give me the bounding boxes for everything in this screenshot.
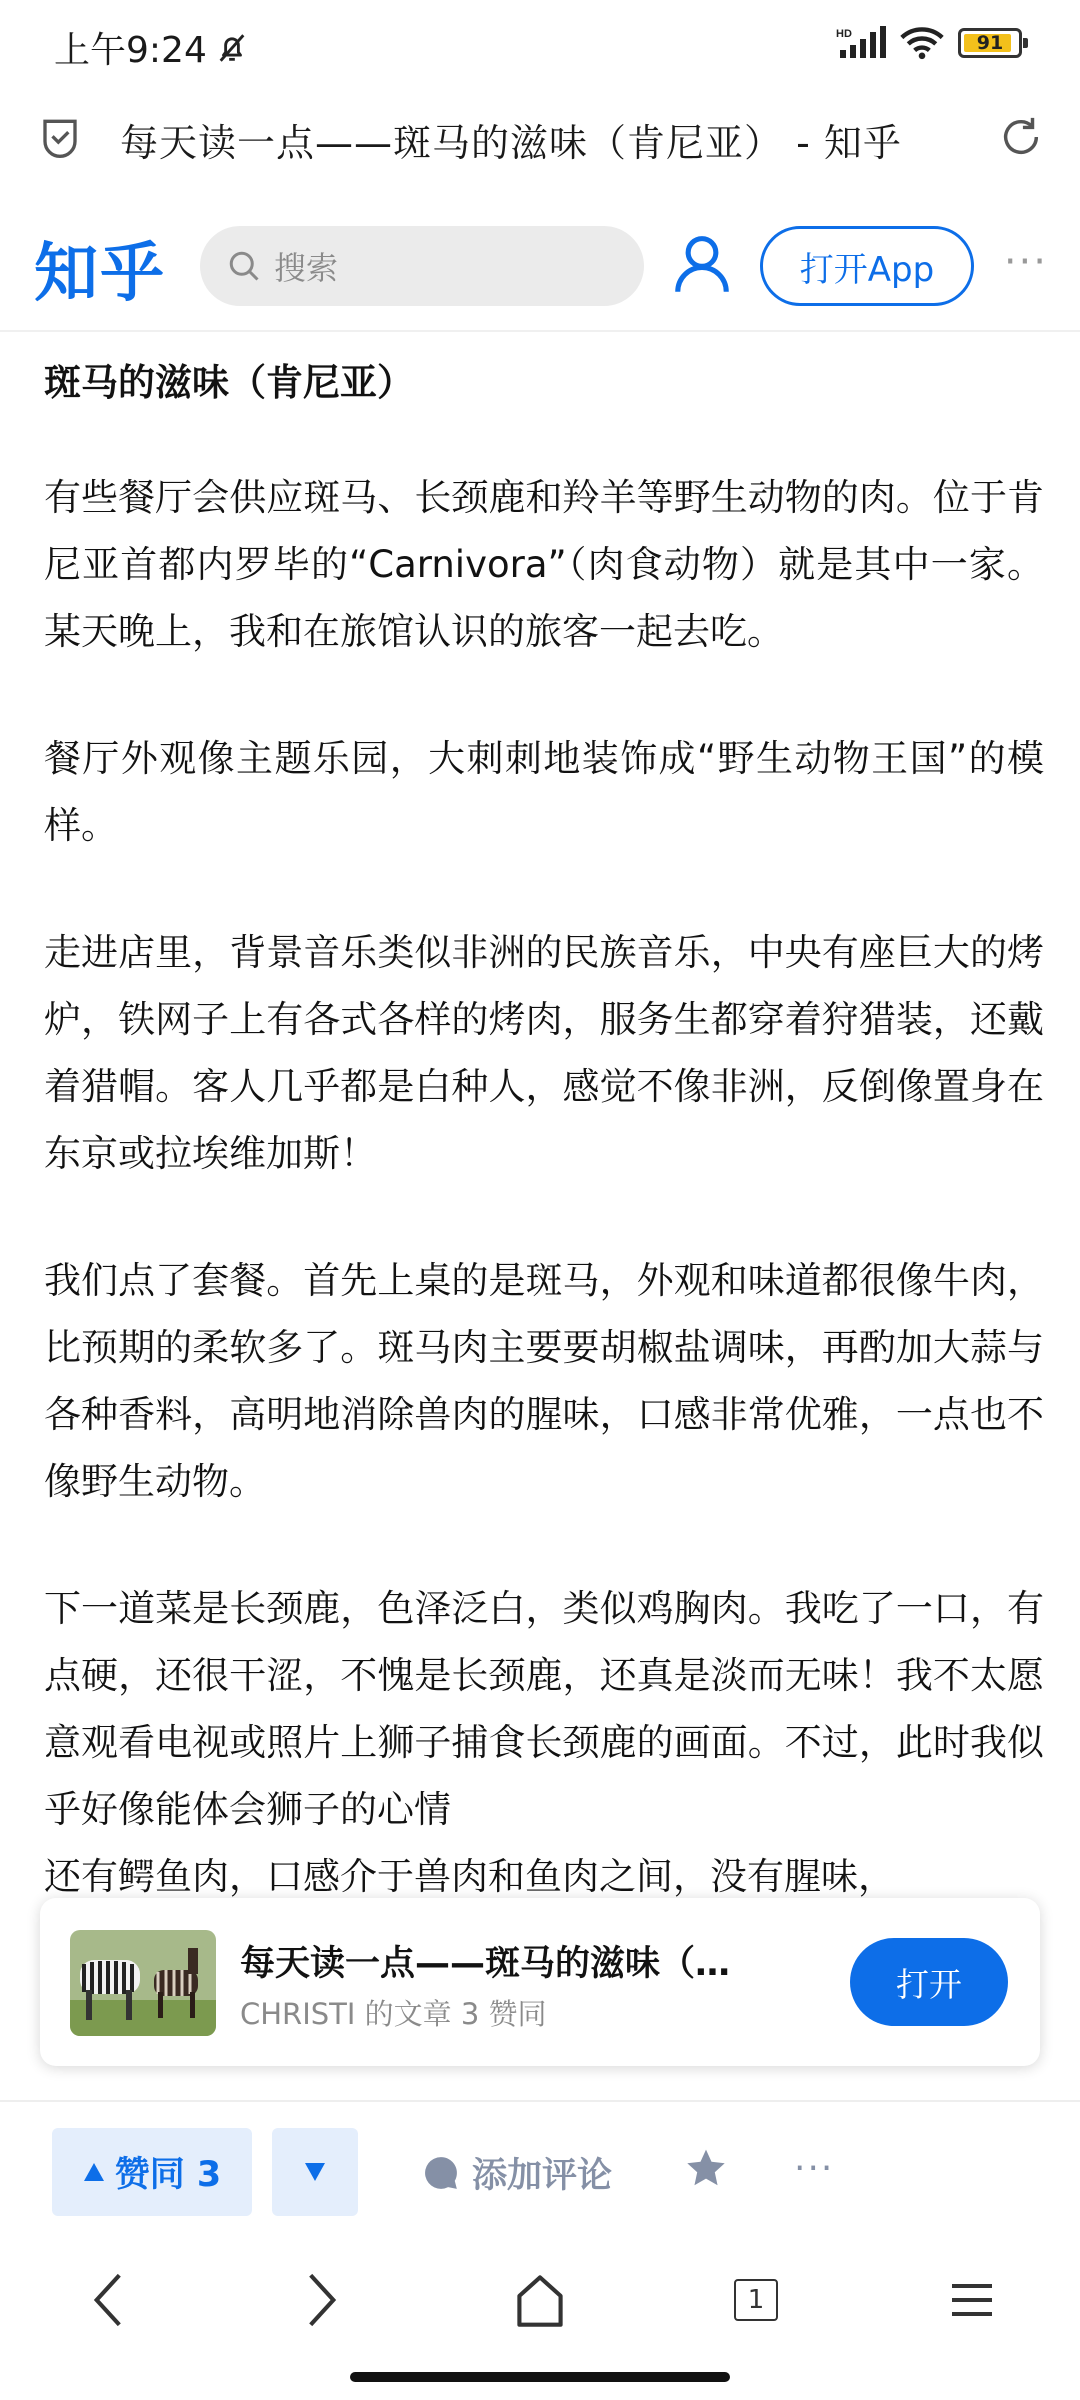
tab-count: 1 (747, 2285, 765, 2315)
add-comment-button[interactable] (422, 2148, 612, 2198)
article-action-bar (0, 2100, 1080, 2235)
home-icon[interactable] (512, 2265, 568, 2335)
search-icon (226, 248, 262, 284)
browser-nav-bar (0, 2235, 1080, 2400)
status-bar (0, 0, 1080, 92)
browser-title-bar (0, 92, 1080, 182)
wifi-icon (900, 26, 944, 60)
user-icon[interactable] (674, 234, 730, 294)
article-paragraph: 还有鳄鱼肉，口感介于兽肉和鱼肉之间，没有腥味， (44, 1855, 895, 1898)
downvote-triangle-icon (304, 2162, 326, 2182)
upvote-label: 赞同 3 (114, 2155, 222, 2195)
back-arrow-icon[interactable] (84, 2265, 134, 2335)
page-title[interactable]: 每天读一点——斑马的滋味（肯尼亚） - 知乎 (120, 121, 902, 165)
star-icon[interactable] (684, 2146, 728, 2190)
card-open-button[interactable]: 打开 (850, 1938, 1008, 2026)
status-indicators (836, 26, 1022, 60)
open-app-button[interactable]: 打开App (760, 226, 974, 306)
status-time (54, 22, 249, 73)
battery-level: 91 (976, 32, 1004, 54)
open-in-app-card[interactable] (40, 1898, 1040, 2066)
search-input[interactable] (200, 226, 644, 306)
bell-off-icon (215, 31, 249, 65)
upvote-triangle-icon (83, 2162, 105, 2182)
article-paragraph: 有些餐厅会供应斑马、长颈鹿和羚羊等野生动物的肉。位于肯尼亚首都内罗毕的“Carnivora”（肉食动物）就是其中一家。某天晚上，我和在旅馆认识的旅客一起去吃。 (44, 476, 1044, 653)
article-thumbnail (70, 1930, 216, 2036)
battery-icon (958, 28, 1022, 58)
shield-check-icon[interactable] (40, 116, 80, 160)
card-subtitle: CHRISTI 的文章 3 赞同 (240, 1997, 547, 2031)
upvote-button[interactable] (52, 2128, 252, 2216)
home-indicator[interactable] (350, 2372, 730, 2382)
article-paragraph: 餐厅外观像主题乐园，大刺刺地装饰成“野生动物王国”的模样。 (44, 737, 1044, 847)
article-body (44, 332, 1044, 1910)
tabs-button[interactable] (734, 2279, 778, 2321)
add-comment-label: 添加评论 (472, 2156, 613, 2196)
article-paragraph: 我们点了套餐。首先上桌的是斑马，外观和味道都很像牛肉，比预期的柔软多了。斑马肉主要要胡椒盐调味，再酌加大蒜与各种香料，高明地消除兽肉的腥味，口感非常优雅，一点也不像野生动物。 (44, 1259, 1044, 1503)
clock: 上午9:24 (54, 30, 207, 71)
menu-icon[interactable] (948, 2265, 996, 2335)
search-placeholder: 搜索 (274, 249, 339, 287)
site-header (0, 182, 1080, 332)
signal-icon (836, 26, 886, 60)
network-type: HD (836, 28, 852, 40)
card-title: 每天读一点——斑马的滋味（… (240, 1944, 731, 1984)
article-paragraph: 下一道菜是长颈鹿，色泽泛白，类似鸡胸肉。我吃了一口，有点硬，还很干涩，不愧是长颈鹿，还真是淡而无味！我不太愿意观看电视或照片上狮子捕食长颈鹿的画面。不过，此时我似乎好像能体会狮子的心情 (44, 1587, 1044, 1831)
comment-bubble-icon (422, 2154, 460, 2192)
article-paragraph: 走进店里，背景音乐类似非洲的民族音乐，中央有座巨大的烤炉，铁网子上有各式各样的烤肉，服务生都穿着狩猎装，还戴着猎帽。客人几乎都是白种人，感觉不像非洲，反倒像置身在东京或拉埃维加斯！ (44, 931, 1044, 1175)
more-menu-button[interactable]: ··· (1003, 239, 1048, 285)
downvote-button[interactable] (272, 2128, 358, 2216)
article-heading: 斑马的滋味（肯尼亚） (44, 361, 414, 404)
zhihu-logo[interactable]: 知乎 (34, 237, 166, 311)
action-more-button[interactable]: ··· (794, 2148, 835, 2189)
forward-arrow-icon[interactable] (296, 2265, 346, 2335)
reload-icon[interactable] (998, 114, 1044, 160)
